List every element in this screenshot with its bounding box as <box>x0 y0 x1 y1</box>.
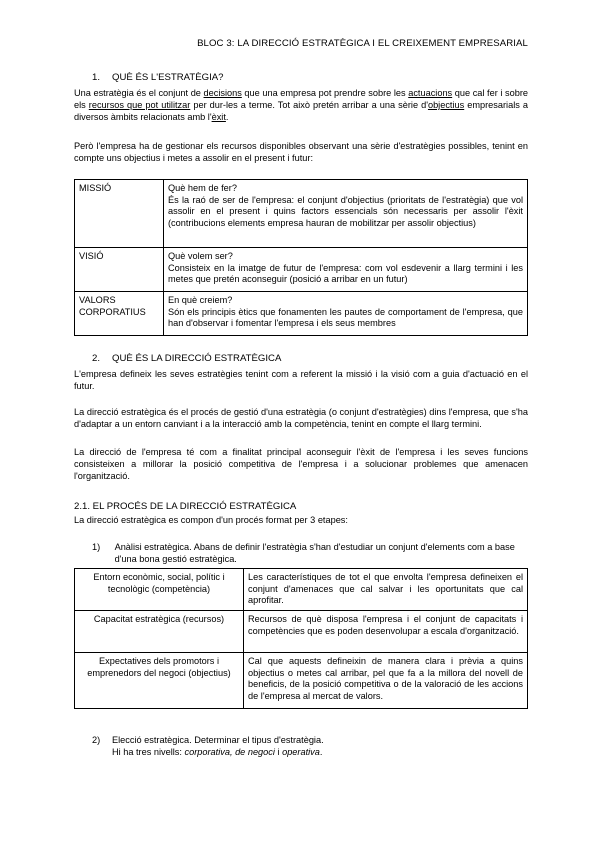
list-number: 2) <box>92 735 101 745</box>
section-2-1-title: 2.1. EL PROCÉS DE LA DIRECCIÓ ESTRATÈGICA <box>74 501 297 512</box>
italic-levels: corporativa, de negoci <box>184 747 275 757</box>
text-run: Una estratègia és el conjunt de <box>74 88 204 98</box>
list-subtext <box>92 746 528 758</box>
table-row <box>75 611 528 653</box>
section-2-1-intro: La direcció estratègica es compon d'un procés format per 3 etapes: <box>74 515 348 525</box>
row-text: Consisteix en la imatge de futur de l'empresa: com vol esdevenir a llarg termini i les metes que pretén aconseguir (posició a arribar en un futur) <box>168 262 523 285</box>
row-label: Expectatives dels promotors i emprenedors del negoci (objectius) <box>75 653 244 709</box>
section-1-number: 1. <box>92 72 101 83</box>
section-2-paragraph-2: La direcció estratègica és el procés de gestió d'una estratègia (o conjunt d'estratègies) dins l'empresa, que s'ha d'adaptar a un entorn canviant i a la interacció amb la competència, tenint en compte el llarg termini. <box>74 407 528 429</box>
row-text: Són els principis ètics que fonamenten les pautes de comportament de l'empresa, que han d'observar i fomentar l'empresa i els seus membres <box>168 306 523 329</box>
text-run: empresarials a diversos àmbits relacionats amb l' <box>74 100 528 122</box>
table-strategic-analysis <box>74 568 528 709</box>
list-number: 1) <box>92 542 101 552</box>
table-row <box>75 653 528 709</box>
row-content <box>164 180 528 248</box>
row-text: Les característiques de tot el que envolta l'empresa defineixen el conjunt d'amenaces que cal salvar i les oportunitats que cal aprofitar. <box>244 569 528 611</box>
list-item-1 <box>92 541 528 565</box>
row-question: Què hem de fer? <box>168 183 237 193</box>
table-row <box>75 180 528 248</box>
table-mission-vision-values <box>74 179 528 336</box>
row-question: Què volem ser? <box>168 251 233 261</box>
section-2-title: QUÈ ÉS LA DIRECCIÓ ESTRATÈGICA <box>112 353 282 364</box>
section-2-heading <box>92 353 546 365</box>
page-header: BLOC 3: LA DIRECCIÓ ESTRATÈGICA I EL CREIXEMENT EMPRESARIAL <box>197 38 528 49</box>
section-1-paragraph-1 <box>74 87 528 123</box>
list-text: Elecció estratègica. Determinar el tipus d'estratègia. <box>112 735 324 745</box>
table-row <box>75 248 528 292</box>
row-text: Cal que aquests defineixin de manera clara i prèvia a quins objectius o metes cal arribar, pel que fa a la millora del novell de beneficis, de la posició competitiva o de la valoració de les accions de l'empresa al mercat de valors. <box>244 653 528 709</box>
row-content <box>164 292 528 336</box>
table-row <box>75 292 528 336</box>
row-text: És la raó de ser de l'empresa: el conjunt d'objectius (prioritats de l'estratègia) que vol assolir en el present i quins factors essencials són necessaris per assolir l'èxit (contribucions elements empresa hauran de mobilitzar per assolir objectius) <box>168 194 523 228</box>
row-label: VALORS CORPORATIUS <box>75 292 164 336</box>
section-2-paragraph-1: L'empresa defineix les seves estratègies tenint com a referent la missió i la visió com a guia d'actuació en el futur. <box>74 369 528 391</box>
row-label: Entorn econòmic, social, polític i tecnològic (competència) <box>75 569 244 611</box>
row-text: Recursos de què disposa l'empresa i el conjunt de capacitats i competències que es poden desenvolupar a escala d'organització. <box>244 611 528 653</box>
italic-operativa: operativa <box>282 747 320 757</box>
section-1-heading <box>92 72 546 84</box>
row-label: MISSIÓ <box>75 180 164 248</box>
underlined-term-recursos: recursos que pot utilitzar <box>88 100 191 110</box>
underlined-term-actuacions: actuacions <box>408 88 453 98</box>
underlined-term-exit: èxit <box>211 112 226 122</box>
text-run: per dur-les a terme. Tot això pretén arribar a una sèrie d' <box>190 100 428 110</box>
text-run: . <box>225 112 229 122</box>
section-2-paragraph-3: La direcció de l'empresa té com a finalitat principal aconseguir l'èxit de l'empresa i les seves funcions consisteixen a millorar la posició competitiva de l'empresa i a solucionar problemes que amenacen l'organització. <box>74 447 528 481</box>
table-row <box>75 569 528 611</box>
section-2-number: 2. <box>92 353 101 364</box>
list-text: Anàlisi estratègica. Abans de definir l'estratègia s'han d'estudiar un conjunt d'elements com a base d'una bona gestió estratègica. <box>114 542 515 564</box>
section-1-paragraph-2: Però l'empresa ha de gestionar els recursos disponibles observant una sèrie d'estratègies possibles, tenint en compte uns objectius i metes a assolir en el present i futur: <box>74 141 528 163</box>
row-content <box>164 248 528 292</box>
row-label: VISIÓ <box>75 248 164 292</box>
text-run: que una empresa pot prendre sobre les <box>241 88 409 98</box>
row-label: Capacitat estratègica (recursos) <box>75 611 244 653</box>
text-run: . <box>319 747 323 757</box>
text-run: que cal fer i sobre els <box>74 88 528 110</box>
list-item-2 <box>92 734 528 758</box>
underlined-term-decisions: decisions <box>203 88 242 98</box>
text-run: i <box>274 747 283 757</box>
underlined-term-objectius: objectius <box>427 100 465 110</box>
text-run: Hi ha tres nivells: <box>112 747 185 757</box>
section-1-title: QUÈ ÉS L'ESTRATÈGIA? <box>112 72 224 83</box>
row-question: En què creiem? <box>168 295 233 305</box>
